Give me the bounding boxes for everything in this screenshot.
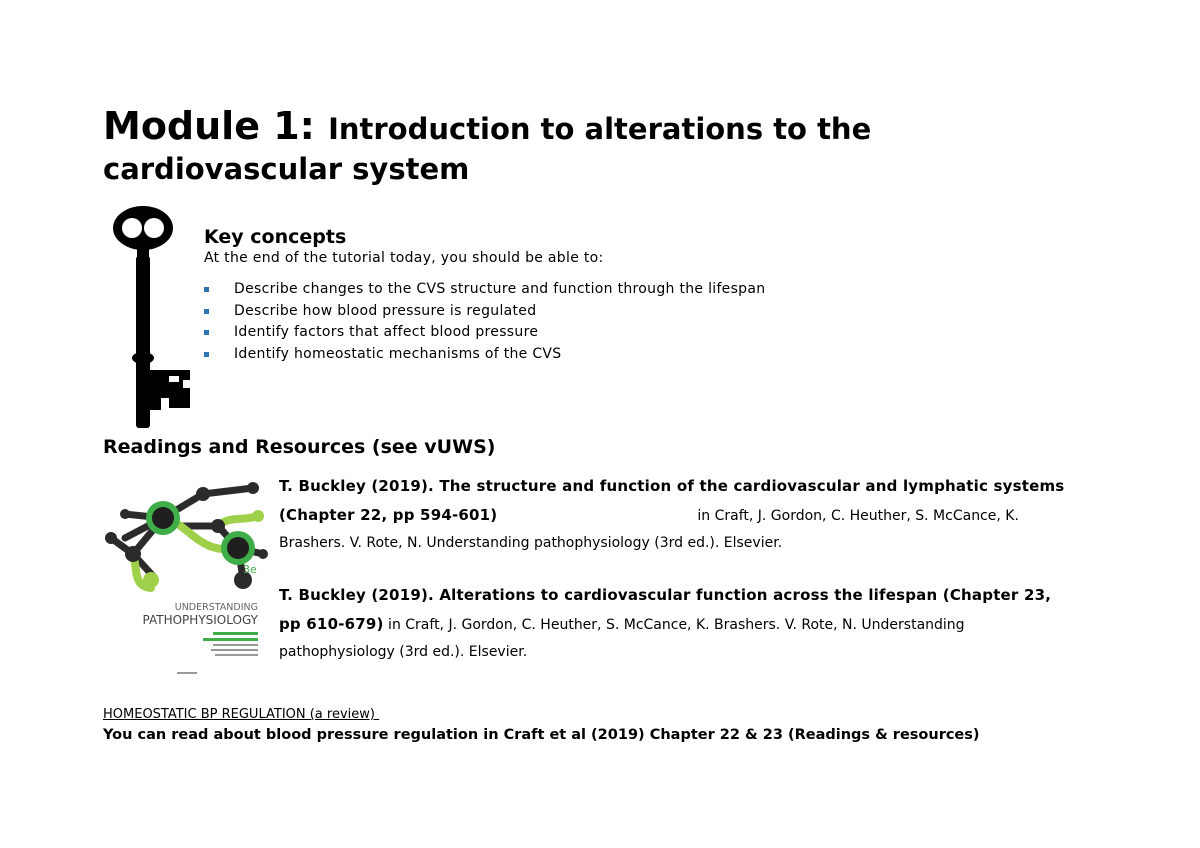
title-subtitle-line2: cardiovascular system <box>103 152 470 186</box>
key-icon <box>103 198 193 430</box>
list-item: Describe how blood pressure is regulated <box>204 301 1104 323</box>
bullet-icon <box>204 330 209 335</box>
homeostatic-link[interactable]: HOMEOSTATIC BP REGULATION (a review) <box>103 707 380 722</box>
edition-label: 3e <box>243 563 257 576</box>
homeostatic-note: You can read about blood pressure regulation in Craft et al (2019) Chapter 22 & 23 (Readings & resources) <box>103 727 980 743</box>
list-item: Identify factors that affect blood pressure <box>204 322 1104 344</box>
reference-item <box>279 473 1069 558</box>
page-title <box>103 104 1103 187</box>
list-item: Describe changes to the CVS structure and function through the lifespan <box>204 279 1104 301</box>
homeostatic-section <box>103 706 980 746</box>
reference-title: T. Buckley (2019). The structure and function of the cardiovascular and lymphatic systems (Chapter 22, pp 594-601) <box>279 477 1065 524</box>
title-subtitle-line1: Introduction to alterations to the <box>328 112 872 146</box>
cover-title-top: UNDERSTANDING <box>174 602 258 613</box>
readings-heading: Readings and Resources (see vUWS) <box>103 436 496 458</box>
bullet-icon <box>204 309 209 314</box>
key-concepts-list <box>204 279 1104 365</box>
key-concepts-heading: Key concepts <box>204 226 347 248</box>
module-label: Module 1: <box>103 104 315 148</box>
reference-source: in Craft, J. Gordon, C. Heuther, S. McCance, K. Brashers. V. Rote, N. Understanding pathophysiology (3rd ed.). Elsevier. <box>279 507 1019 551</box>
book-cover-image <box>103 476 268 682</box>
list-item: Identify homeostatic mechanisms of the CVS <box>204 344 1104 366</box>
bullet-icon <box>204 352 209 357</box>
reference-source: in Craft, J. Gordon, C. Heuther, S. McCance, K. Brashers. V. Rote, N. Understanding pathophysiology (3rd ed.). Elsevier. <box>279 616 965 660</box>
reference-title: T. Buckley (2019). Alterations to cardiovascular function across the lifespan (Chapter 23, pp 610-679) <box>279 586 1052 633</box>
cover-title-bottom: PATHOPHYSIOLOGY <box>142 613 258 627</box>
key-concepts-section <box>204 225 1104 365</box>
reference-item <box>279 582 1069 667</box>
key-concepts-intro: At the end of the tutorial today, you should be able to: <box>204 250 604 266</box>
bullet-icon <box>204 287 209 292</box>
